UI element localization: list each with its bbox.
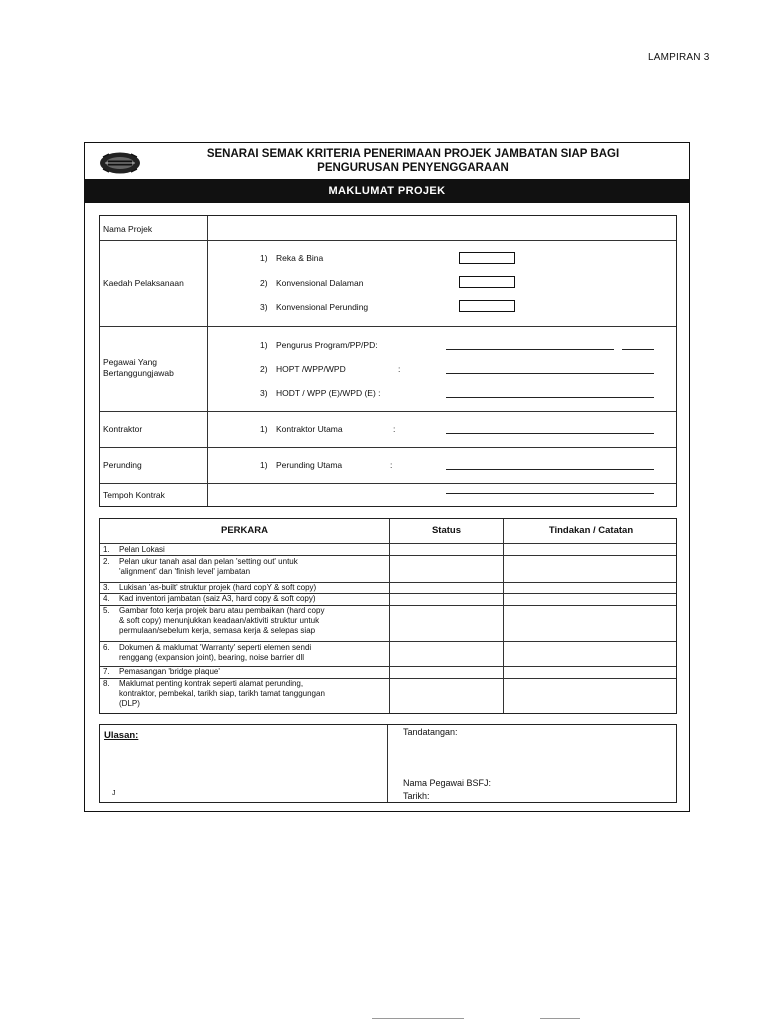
column-divider — [503, 519, 504, 713]
signoff-divider — [387, 725, 388, 802]
pegawai-option: 2) HOPT /WPP/WPD — [260, 364, 346, 374]
konvensional-dalaman-checkbox[interactable] — [459, 276, 515, 288]
section-banner: MAKLUMAT PROJEK — [85, 179, 689, 203]
pegawai-option: 3) HODT / WPP (E)/WPD (E) : — [260, 388, 381, 398]
row-divider — [100, 641, 676, 642]
pengurus-program-field-extra[interactable] — [622, 349, 654, 350]
pegawai-option: 1) Pengurus Program/PP/PD: — [260, 340, 378, 350]
perunding-label: Perunding — [103, 460, 142, 470]
tempoh-kontrak-label: Tempoh Kontrak — [103, 490, 165, 500]
colon: : — [393, 424, 396, 434]
colon: : — [398, 364, 401, 374]
nama-projek-label: Nama Projek — [103, 224, 153, 234]
perunding-option: 1) Perunding Utama — [260, 460, 343, 470]
column-divider — [389, 519, 390, 713]
row-divider — [100, 543, 676, 544]
kontraktor-option: 1) Kontraktor Utama — [260, 424, 343, 434]
colon: : — [390, 460, 393, 470]
kaedah-option: 3) Konvensional Perunding — [260, 302, 369, 312]
tempoh-kontrak-field[interactable] — [446, 493, 654, 494]
tick-mark: J — [112, 790, 116, 797]
checklist-form — [84, 142, 690, 812]
signoff-box — [99, 724, 677, 803]
kontraktor-utama-field[interactable] — [446, 433, 654, 434]
kontraktor-label: Kontraktor — [103, 424, 143, 434]
perkara-header: PERKARA — [221, 525, 268, 536]
nama-pegawai-label: Nama Pegawai BSFJ: — [403, 778, 492, 788]
form-title-line1: SENARAI SEMAK KRITERIA PENERIMAAN PROJEK JAMBATAN SIAP BAGI — [206, 148, 620, 160]
kaedah-option: 2) Konvensional Dalaman — [260, 278, 364, 288]
info-row-divider — [100, 483, 676, 484]
ulasan-label: Ulasan: — [104, 730, 139, 741]
info-row-divider — [100, 411, 676, 412]
info-row-divider — [100, 326, 676, 327]
info-row-divider — [100, 240, 676, 241]
perunding-utama-field[interactable] — [446, 469, 654, 470]
jkr-logo-icon — [99, 151, 141, 175]
tarikh-label: Tarikh: — [403, 791, 430, 801]
status-header: Status — [431, 525, 462, 536]
kaedah-label: Kaedah Pelaksanaan — [103, 278, 184, 288]
konvensional-perunding-checkbox[interactable] — [459, 300, 515, 312]
kaedah-option: 1) Reka & Bina — [260, 253, 324, 263]
info-row-divider — [100, 447, 676, 448]
tindakan-header: Tindakan / Catatan — [548, 525, 634, 536]
hodt-field[interactable] — [446, 397, 654, 398]
pengurus-program-field[interactable] — [446, 349, 614, 350]
info-column-divider — [207, 216, 208, 506]
lampiran-label: LAMPIRAN 3 — [648, 52, 710, 63]
scan-artifact-line — [372, 1018, 464, 1019]
pegawai-label: Pegawai Yang Bertanggungjawab — [103, 357, 174, 378]
form-title — [145, 147, 681, 175]
project-info-table — [99, 215, 677, 507]
row-divider — [100, 555, 676, 556]
reka-bina-checkbox[interactable] — [459, 252, 515, 264]
form-title-line2: PENGURUSAN PENYENGGARAAN — [317, 162, 509, 174]
perkara-checklist-table: PERKARA Status Tindakan / Catatan 1. Pelan Lokasi 2. Pelan ukur tanah asal dan pelan 'setting out' untuk 'alignment' dan 'finish level' jambatan 3. Lukisan 'as-built' struktur projek (hard copY & soft copy) 4. Kad inventori jambatan (saiz A3, hard copy & soft copy) 5. Gambar foto kerja projek baru atau pembaikan (hard copy & soft copy) menunjukkan keadaan/aktiviti struktur untuk permulaan/sebelum kerja, semasa kerja & selepas siap 6. Dokumen & maklumat 'Warranty' seperti elemen sendi renggang (expansion joint), bearing, noise barrier dll 7. Pemasangan 'bridge plaque' 8. Maklumat penting kontrak seperti alamat perunding, kontraktor, pembekal, tarikh siap, tarikh tamat tanggungan (DLP) — [99, 518, 677, 714]
scan-artifact-line — [540, 1018, 580, 1019]
tandatangan-label: Tandatangan: — [403, 727, 458, 737]
hopt-field[interactable] — [446, 373, 654, 374]
